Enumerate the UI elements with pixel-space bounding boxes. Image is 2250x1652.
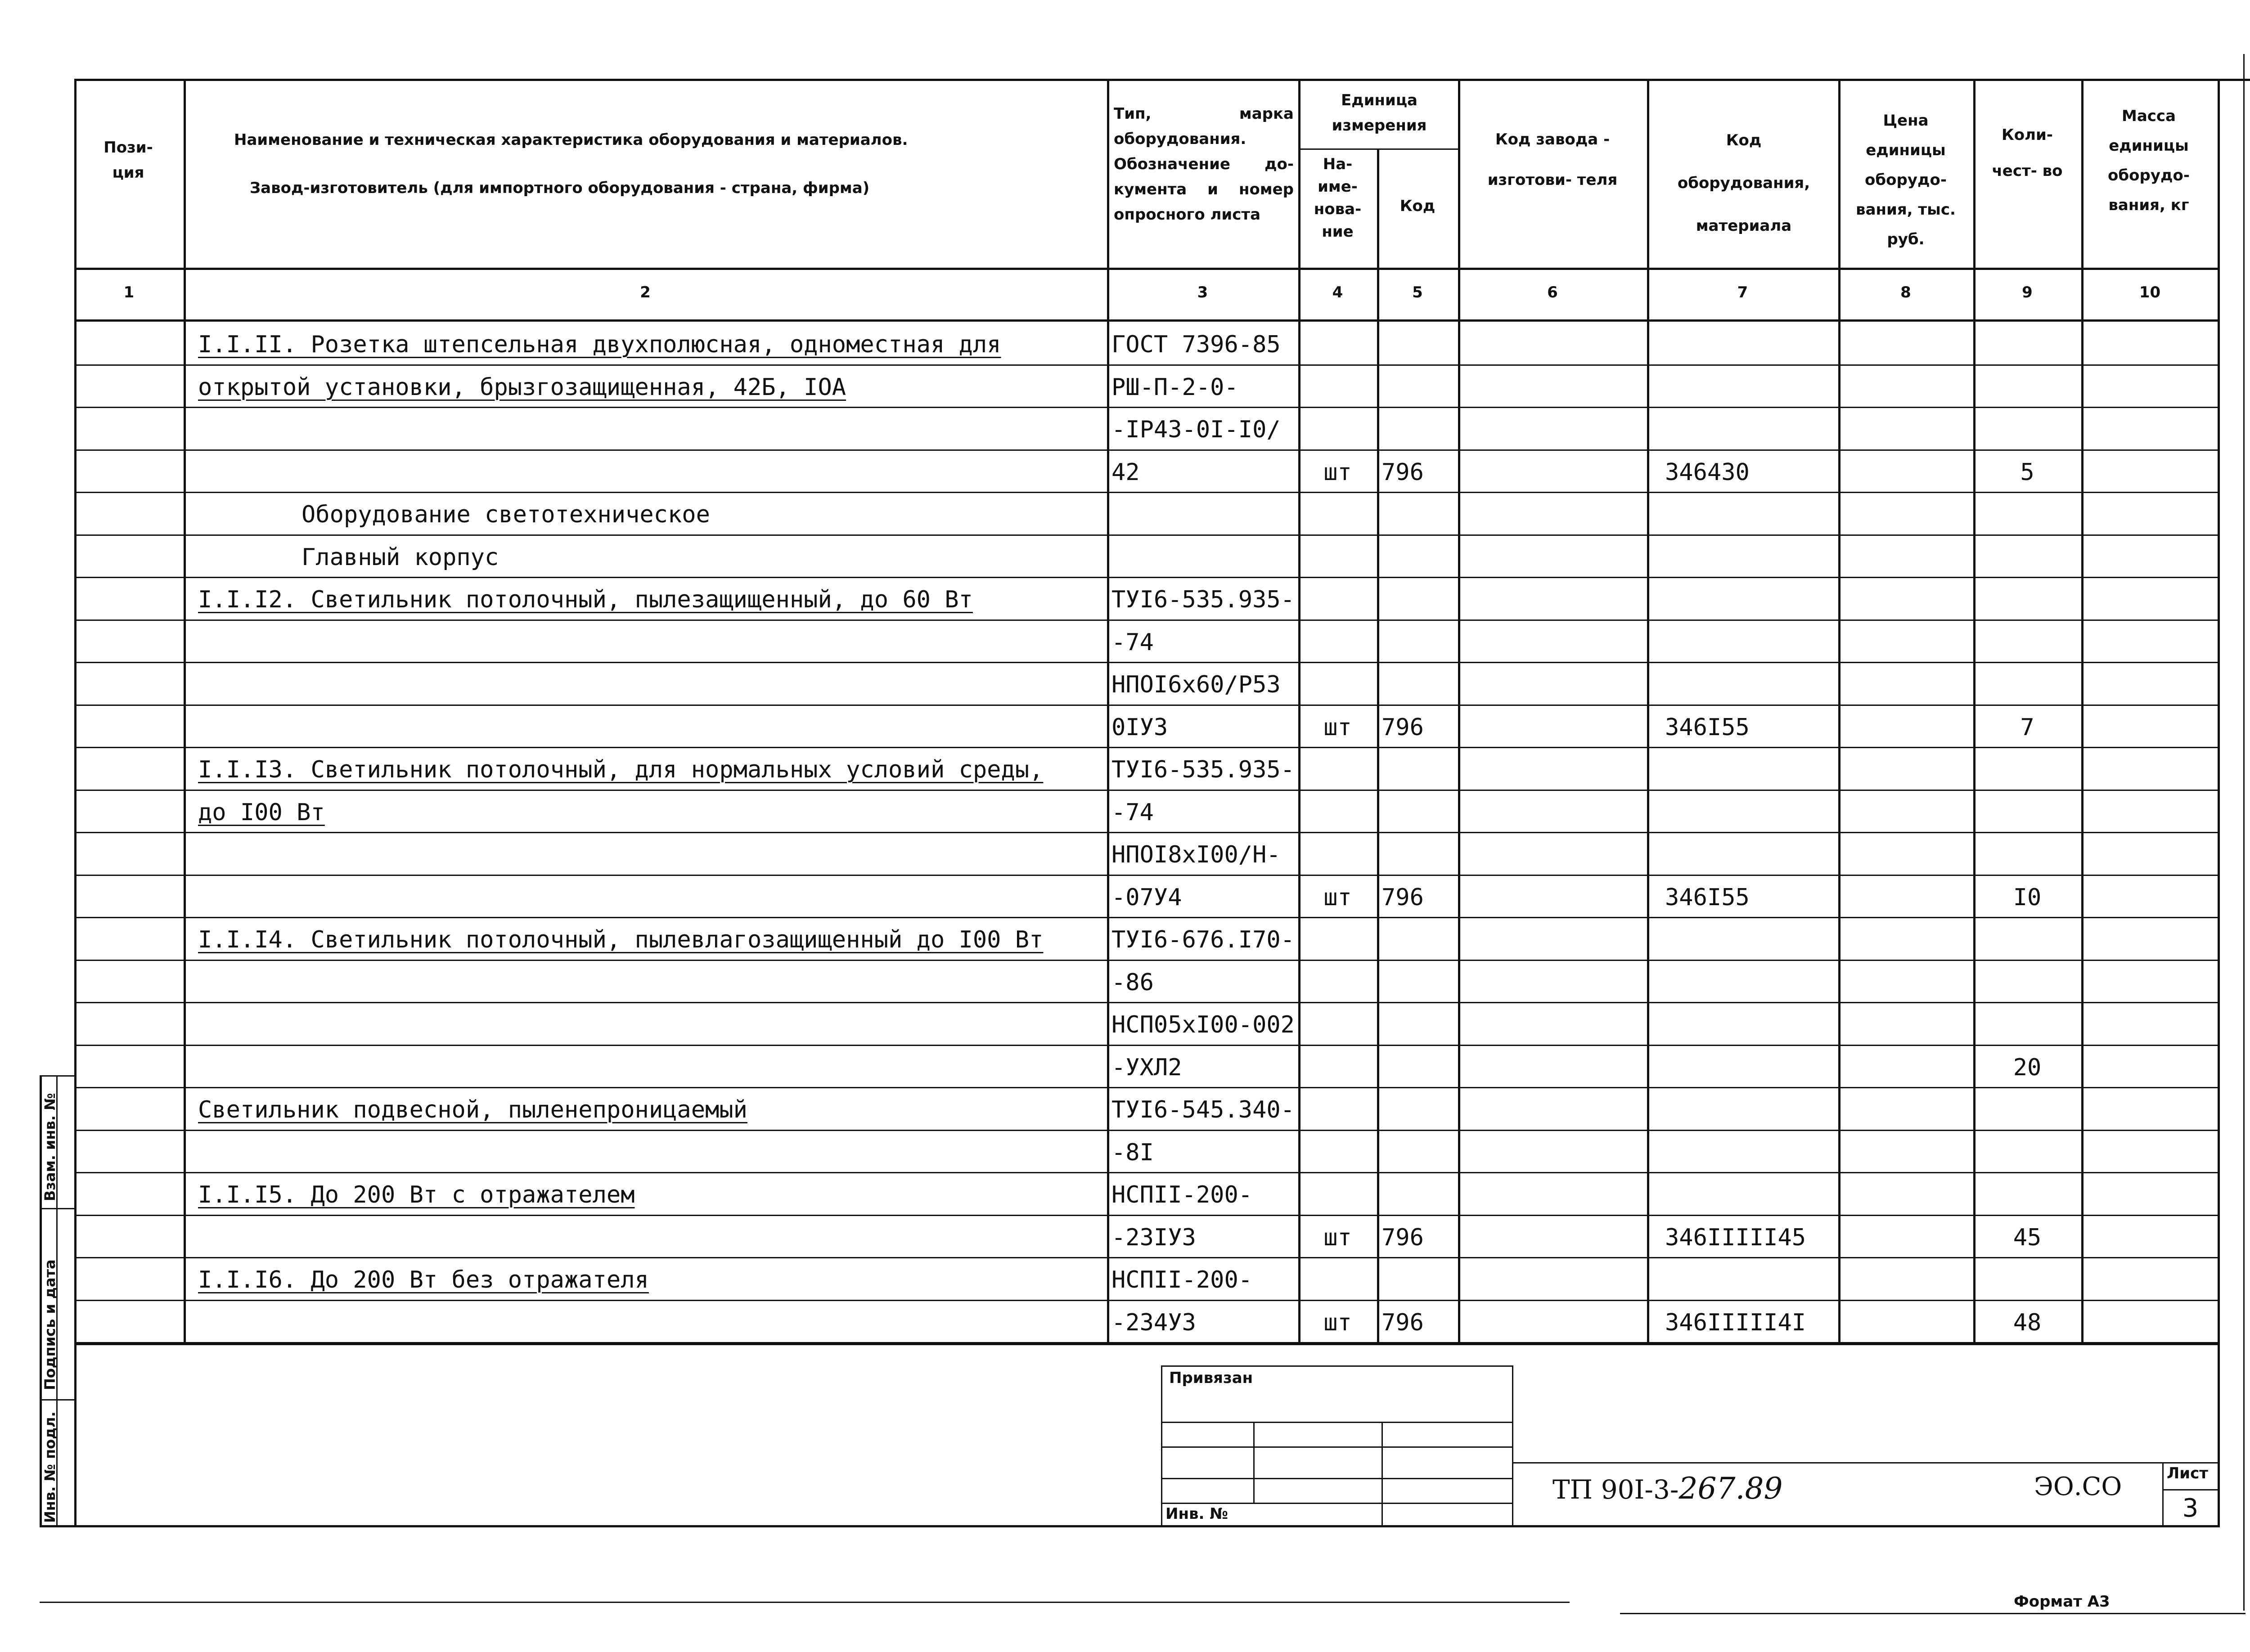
outer-right-edge — [2243, 54, 2245, 1611]
table-cell-c3: 0IУ3 — [1112, 714, 1168, 741]
colnum-10: 10 — [2139, 283, 2161, 301]
table-cell-c3: -234У3 — [1112, 1309, 1196, 1336]
table-cell-c9: I0 — [2013, 884, 2042, 911]
table-cell-c3: ГОСТ 7396-85 — [1112, 331, 1281, 358]
table-cell-c3: -IP43-0I-I0/ — [1112, 416, 1281, 443]
header-equipment-code: Код оборудования, материала — [1677, 131, 1810, 235]
table-cell-c3: НСПII-200- — [1112, 1181, 1253, 1208]
table-cell-c4: шт — [1323, 1309, 1352, 1336]
table-cell-c9: 48 — [2013, 1309, 2042, 1336]
colnum-9: 9 — [2022, 283, 2033, 301]
table-cell-c3: ТУI6-535.935- — [1112, 586, 1295, 613]
table-cell-c2: Главный корпус — [302, 543, 499, 571]
colnum-1: 1 — [123, 283, 135, 301]
table-cell-c2: I.I.II. Розетка штепсельная двухполюсная, одноместная для — [198, 331, 1001, 358]
stamp-bound-v3 — [1512, 1365, 1513, 1525]
table-cell-c7: 346430 — [1665, 458, 1750, 486]
stamp-sheet-number: 3 — [2182, 1494, 2199, 1523]
stamp-code-top — [1512, 1462, 2218, 1463]
colnum-6: 6 — [1547, 283, 1558, 301]
table-cell-c4: шт — [1323, 884, 1352, 911]
header-name-line2: Завод-изготовитель (для импортного оборудования - страна, фирма) — [250, 179, 870, 197]
table-cell-c4: шт — [1323, 458, 1352, 486]
table-cell-c5: 796 — [1382, 884, 1424, 911]
table-cell-c2: I.I.I6. До 200 Вт без отражателя — [198, 1266, 649, 1293]
table-cell-c3: -74 — [1112, 799, 1154, 826]
colnum-7: 7 — [1737, 283, 1748, 301]
bottom-strip-line — [40, 1602, 1570, 1603]
table-cell-c3: НПОI6х60/Р53 — [1112, 671, 1281, 698]
side-margin-div1 — [40, 1075, 74, 1077]
table-cell-c2: I.I.I3. Светильник потолочный, для нормальных условий среды, — [198, 756, 1044, 783]
header-name-line1: Наименование и техническая характеристика оборудования и материалов. — [234, 131, 908, 149]
table-cell-c7: 346IIIII4I — [1665, 1309, 1806, 1336]
stamp-bound-left — [1161, 1365, 1162, 1525]
header-unit-name: На- име- нова- ние — [1314, 155, 1362, 241]
table-cell-c3: -07У4 — [1112, 884, 1182, 911]
table-cell-c4: шт — [1323, 1224, 1352, 1251]
table-cell-c2: I.I.I4. Светильник потолочный, пылевлагозащищенный до I00 Вт — [198, 926, 1044, 953]
stamp-bound-v1 — [1253, 1422, 1255, 1503]
stamp-bound-row2 — [1161, 1446, 1512, 1448]
header-factory-code: Код завода - изготови- теля — [1487, 130, 1618, 189]
side-label-inv-original: Инв. № подл. — [41, 1411, 58, 1523]
table-cell-c7: 346I55 — [1665, 714, 1750, 741]
stamp-bound-label: Привязан — [1169, 1369, 1253, 1387]
header-mass: Масса единицы оборудо- вания, кг — [2108, 107, 2190, 214]
table-cell-c9: 20 — [2013, 1054, 2042, 1081]
header-price: Цена единицы оборудо- вания, тыс. руб. — [1856, 112, 1956, 248]
table-cell-c3: НПОI8хI00/Н- — [1112, 841, 1281, 868]
side-margin-div3 — [40, 1399, 74, 1401]
stamp-bound-row1 — [1161, 1422, 1512, 1423]
table-cell-c2: до I00 Вт — [198, 799, 325, 826]
table-cell-c3: ТУI6-545.340- — [1112, 1096, 1295, 1123]
col-sep-4 — [1377, 148, 1379, 1343]
table-cell-c5: 796 — [1382, 714, 1424, 741]
table-cell-c3: РШ-П-2-0- — [1112, 373, 1238, 401]
format-label: Формат А3 — [2014, 1593, 2110, 1611]
stamp-sheet-div — [2162, 1489, 2218, 1490]
table-cell-c3: -74 — [1112, 628, 1154, 656]
table-cell-c2: I.I.I5. До 200 Вт с отражателем — [198, 1181, 635, 1208]
colnum-4: 4 — [1332, 283, 1343, 301]
stamp-sheet-label: Лист — [2167, 1464, 2208, 1482]
stamp-document-code — [1552, 1471, 1782, 1506]
stamp-code-printed: ТП 90I-3- — [1552, 1474, 1679, 1505]
table-cell-c4: шт — [1323, 714, 1352, 741]
table-cell-c9: 5 — [2020, 458, 2034, 486]
header-type: Тип, марка оборудования. Обозначение до- кумента и номер опросного листа — [1114, 105, 1294, 224]
side-label-signature-date: Подпись и дата — [41, 1259, 58, 1390]
side-label-replace-inv: Взам. инв. № — [41, 1093, 58, 1201]
table-cell-c9: 7 — [2020, 714, 2034, 741]
header-unit-code: Код — [1400, 197, 1436, 215]
header-unit-group: Единица измерения — [1332, 91, 1427, 135]
colnum-3: 3 — [1197, 283, 1208, 301]
table-cell-c3: НСПII-200- — [1112, 1266, 1253, 1293]
table-cell-c3: ТУI6-535.935- — [1112, 756, 1295, 783]
number-row-bottom-line — [74, 319, 2218, 322]
colnum-5: 5 — [1412, 283, 1423, 301]
stamp-section-code: ЭО.СО — [2034, 1472, 2122, 1501]
table-cell-c3: -УХЛ2 — [1112, 1054, 1182, 1081]
table-cell-c2: I.I.I2. Светильник потолочный, пылезащищенный, до 60 Вт — [198, 586, 973, 613]
frame-top — [74, 79, 2250, 81]
frame-bottom — [40, 1525, 2218, 1527]
table-cell-c3: -23IУ3 — [1112, 1224, 1196, 1251]
stamp-inv-label: Инв. № — [1166, 1505, 1228, 1523]
table-cell-c3: ТУI6-676.I70- — [1112, 926, 1295, 953]
header-position: Пози- ция — [104, 139, 153, 182]
stamp-bound-row3 — [1161, 1478, 1512, 1479]
table-cell-c5: 796 — [1382, 1309, 1424, 1336]
table-cell-c7: 346IIIII45 — [1665, 1224, 1806, 1251]
table-cell-c3: 42 — [1112, 458, 1140, 486]
table-cell-c3: -86 — [1112, 969, 1154, 996]
outer-bottom-edge — [1620, 1613, 2246, 1614]
stamp-top-line — [74, 1343, 2218, 1345]
stamp-code-handwritten: 267.89 — [1678, 1471, 1783, 1506]
table-cell-c3: НСП05хI00-002 — [1112, 1011, 1295, 1038]
table-cell-c3: -8I — [1112, 1139, 1154, 1166]
table-cell-c7: 346I55 — [1665, 884, 1750, 911]
colnum-2: 2 — [640, 283, 651, 301]
table-cell-c2: Оборудование светотехническое — [302, 501, 710, 528]
table-cell-c2: открытой установки, брызгозащищенная, 42Б, IOA — [198, 373, 846, 401]
stamp-bound-top — [1161, 1365, 1512, 1367]
table-cell-c5: 796 — [1382, 458, 1424, 486]
stamp-bound-row4 — [1161, 1503, 1512, 1504]
colnum-8: 8 — [1900, 283, 1911, 301]
header-quantity: Коли- чест- во — [1992, 126, 2063, 180]
table-cell-c2: Светильник подвесной, пыленепроницаемый — [198, 1096, 747, 1123]
table-cell-c9: 45 — [2013, 1224, 2042, 1251]
table-cell-c5: 796 — [1382, 1224, 1424, 1251]
side-margin-div2 — [40, 1208, 74, 1209]
stamp-bound-v2 — [1382, 1422, 1383, 1525]
